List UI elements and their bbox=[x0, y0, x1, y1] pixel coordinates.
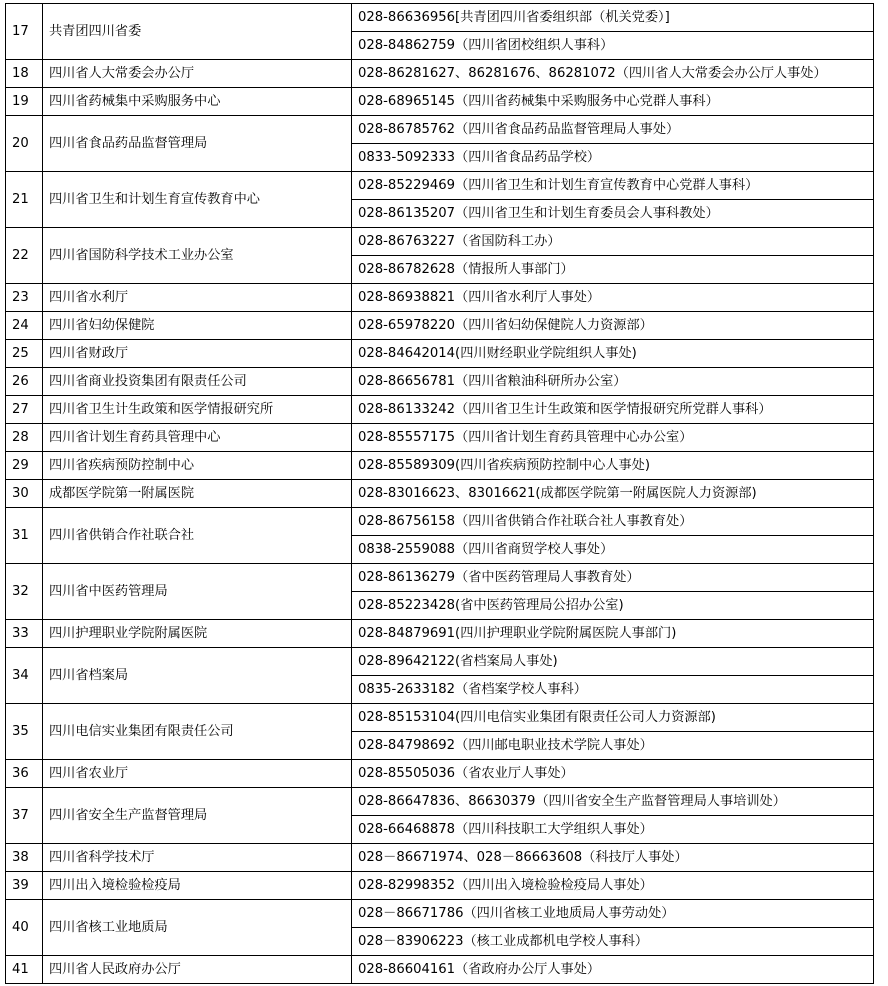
organization-name: 四川省水利厅 bbox=[43, 284, 352, 312]
contact-phone: 028-68965145（四川省药械集中采购服务中心党群人事科） bbox=[352, 88, 874, 116]
table-row bbox=[6, 704, 874, 732]
row-number: 20 bbox=[6, 116, 43, 172]
row-number: 35 bbox=[6, 704, 43, 760]
contact-phone: 028-85223428(省中医药管理局公招办公室) bbox=[352, 592, 874, 620]
contact-phone: 028-86133242（四川省卫生计生政策和医学情报研究所党群人事科） bbox=[352, 396, 874, 424]
contact-phone: 028-86756158（四川省供销合作社联合社人事教育处） bbox=[352, 508, 874, 536]
organization-name: 四川省卫生计生政策和医学情报研究所 bbox=[43, 396, 352, 424]
row-number: 31 bbox=[6, 508, 43, 564]
row-number: 39 bbox=[6, 872, 43, 900]
row-number: 23 bbox=[6, 284, 43, 312]
table-row bbox=[6, 648, 874, 676]
row-number: 27 bbox=[6, 396, 43, 424]
contact-phone: 028-86136279（省中医药管理局人事教育处） bbox=[352, 564, 874, 592]
organization-name: 四川出入境检验检疫局 bbox=[43, 872, 352, 900]
contact-phone: 028-83016623、83016621(成都医学院第一附属医院人力资源部) bbox=[352, 480, 874, 508]
table-row bbox=[6, 60, 874, 88]
organization-name: 四川省科学技术厅 bbox=[43, 844, 352, 872]
row-number: 18 bbox=[6, 60, 43, 88]
organization-name: 四川省国防科学技术工业办公室 bbox=[43, 228, 352, 284]
row-number: 32 bbox=[6, 564, 43, 620]
organization-name: 四川省疾病预防控制中心 bbox=[43, 452, 352, 480]
table-row bbox=[6, 480, 874, 508]
contact-phone: 0838-2559088（四川省商贸学校人事处） bbox=[352, 536, 874, 564]
row-number: 17 bbox=[6, 4, 43, 60]
table-row bbox=[6, 508, 874, 536]
contact-phone: 0833-5092333（四川省食品药品学校） bbox=[352, 144, 874, 172]
row-number: 33 bbox=[6, 620, 43, 648]
organization-name: 四川省卫生和计划生育宣传教育中心 bbox=[43, 172, 352, 228]
contact-phone: 0835-2633182（省档案学校人事科） bbox=[352, 676, 874, 704]
table-row bbox=[6, 312, 874, 340]
organization-name: 四川省妇幼保健院 bbox=[43, 312, 352, 340]
contact-phone: 028-66468878（四川科技职工大学组织人事处） bbox=[352, 816, 874, 844]
table-row bbox=[6, 396, 874, 424]
organization-name: 四川省核工业地质局 bbox=[43, 900, 352, 956]
organization-name: 四川省中医药管理局 bbox=[43, 564, 352, 620]
contact-phone: 028-86135207（四川省卫生和计划生育委员会人事科教处） bbox=[352, 200, 874, 228]
organization-name: 四川省食品药品监督管理局 bbox=[43, 116, 352, 172]
contact-phone: 028－83906223（核工业成都机电学校人事科） bbox=[352, 928, 874, 956]
table-row bbox=[6, 788, 874, 816]
organization-name: 成都医学院第一附属医院 bbox=[43, 480, 352, 508]
contact-phone: 028－86671786（四川省核工业地质局人事劳动处） bbox=[352, 900, 874, 928]
row-number: 38 bbox=[6, 844, 43, 872]
contact-phone: 028-65978220（四川省妇幼保健院人力资源部） bbox=[352, 312, 874, 340]
contact-phone: 028-86782628（情报所人事部门） bbox=[352, 256, 874, 284]
table-row bbox=[6, 872, 874, 900]
contact-phone: 028-86785762（四川省食品药品监督管理局人事处） bbox=[352, 116, 874, 144]
contact-phone: 028-85589309(四川省疾病预防控制中心人事处) bbox=[352, 452, 874, 480]
row-number: 30 bbox=[6, 480, 43, 508]
table-row bbox=[6, 340, 874, 368]
contact-phone: 028-84862759（四川省团校组织人事科） bbox=[352, 32, 874, 60]
organization-name: 四川省商业投资集团有限责任公司 bbox=[43, 368, 352, 396]
row-number: 22 bbox=[6, 228, 43, 284]
organization-name: 四川省药械集中采购服务中心 bbox=[43, 88, 352, 116]
organization-name: 四川省计划生育药具管理中心 bbox=[43, 424, 352, 452]
organization-name: 四川电信实业集团有限责任公司 bbox=[43, 704, 352, 760]
contact-phone: 028－86671974、028－86663608（科技厅人事处） bbox=[352, 844, 874, 872]
organization-name: 四川省人大常委会办公厅 bbox=[43, 60, 352, 88]
contacts-table-body bbox=[6, 4, 874, 984]
contact-phone: 028-86938821（四川省水利厅人事处） bbox=[352, 284, 874, 312]
contact-phone: 028-86656781（四川省粮油科研所办公室） bbox=[352, 368, 874, 396]
contact-phone: 028-85229469（四川省卫生和计划生育宣传教育中心党群人事科） bbox=[352, 172, 874, 200]
row-number: 24 bbox=[6, 312, 43, 340]
organization-name: 四川省财政厅 bbox=[43, 340, 352, 368]
row-number: 37 bbox=[6, 788, 43, 844]
row-number: 25 bbox=[6, 340, 43, 368]
table-row bbox=[6, 368, 874, 396]
table-row bbox=[6, 844, 874, 872]
table-row bbox=[6, 88, 874, 116]
organization-name: 四川省安全生产监督管理局 bbox=[43, 788, 352, 844]
contact-phone: 028-86647836、86630379（四川省安全生产监督管理局人事培训处） bbox=[352, 788, 874, 816]
row-number: 40 bbox=[6, 900, 43, 956]
contact-phone: 028-86636956[共青团四川省委组织部（机关党委）] bbox=[352, 4, 874, 32]
organization-name: 四川省农业厅 bbox=[43, 760, 352, 788]
row-number: 26 bbox=[6, 368, 43, 396]
contact-phone: 028-85505036（省农业厅人事处） bbox=[352, 760, 874, 788]
table-row bbox=[6, 116, 874, 144]
table-row bbox=[6, 284, 874, 312]
organization-name: 四川省供销合作社联合社 bbox=[43, 508, 352, 564]
organization-name: 共青团四川省委 bbox=[43, 4, 352, 60]
contact-phone: 028-85153104(四川电信实业集团有限责任公司人力资源部) bbox=[352, 704, 874, 732]
organization-name: 四川护理职业学院附属医院 bbox=[43, 620, 352, 648]
row-number: 21 bbox=[6, 172, 43, 228]
organization-name: 四川省人民政府办公厅 bbox=[43, 956, 352, 984]
row-number: 41 bbox=[6, 956, 43, 984]
contacts-table bbox=[5, 3, 874, 984]
table-row bbox=[6, 172, 874, 200]
contact-phone: 028-86763227（省国防科工办） bbox=[352, 228, 874, 256]
contact-phone: 028-85557175（四川省计划生育药具管理中心办公室） bbox=[352, 424, 874, 452]
contact-phone: 028-82998352（四川出入境检验检疫局人事处） bbox=[352, 872, 874, 900]
contact-phone: 028-84879691(四川护理职业学院附属医院人事部门) bbox=[352, 620, 874, 648]
row-number: 19 bbox=[6, 88, 43, 116]
table-row bbox=[6, 452, 874, 480]
row-number: 36 bbox=[6, 760, 43, 788]
row-number: 34 bbox=[6, 648, 43, 704]
table-row bbox=[6, 424, 874, 452]
contact-phone: 028-89642122(省档案局人事处) bbox=[352, 648, 874, 676]
table-row bbox=[6, 900, 874, 928]
contact-phone: 028-86281627、86281676、86281072（四川省人大常委会办公厅人事处） bbox=[352, 60, 874, 88]
table-row bbox=[6, 228, 874, 256]
contact-phone: 028-86604161（省政府办公厅人事处） bbox=[352, 956, 874, 984]
contact-phone: 028-84798692（四川邮电职业技术学院人事处） bbox=[352, 732, 874, 760]
table-row bbox=[6, 564, 874, 592]
table-row bbox=[6, 4, 874, 32]
table-row bbox=[6, 760, 874, 788]
contact-phone: 028-84642014(四川财经职业学院组织人事处) bbox=[352, 340, 874, 368]
row-number: 28 bbox=[6, 424, 43, 452]
organization-name: 四川省档案局 bbox=[43, 648, 352, 704]
row-number: 29 bbox=[6, 452, 43, 480]
table-row bbox=[6, 620, 874, 648]
table-row bbox=[6, 956, 874, 984]
